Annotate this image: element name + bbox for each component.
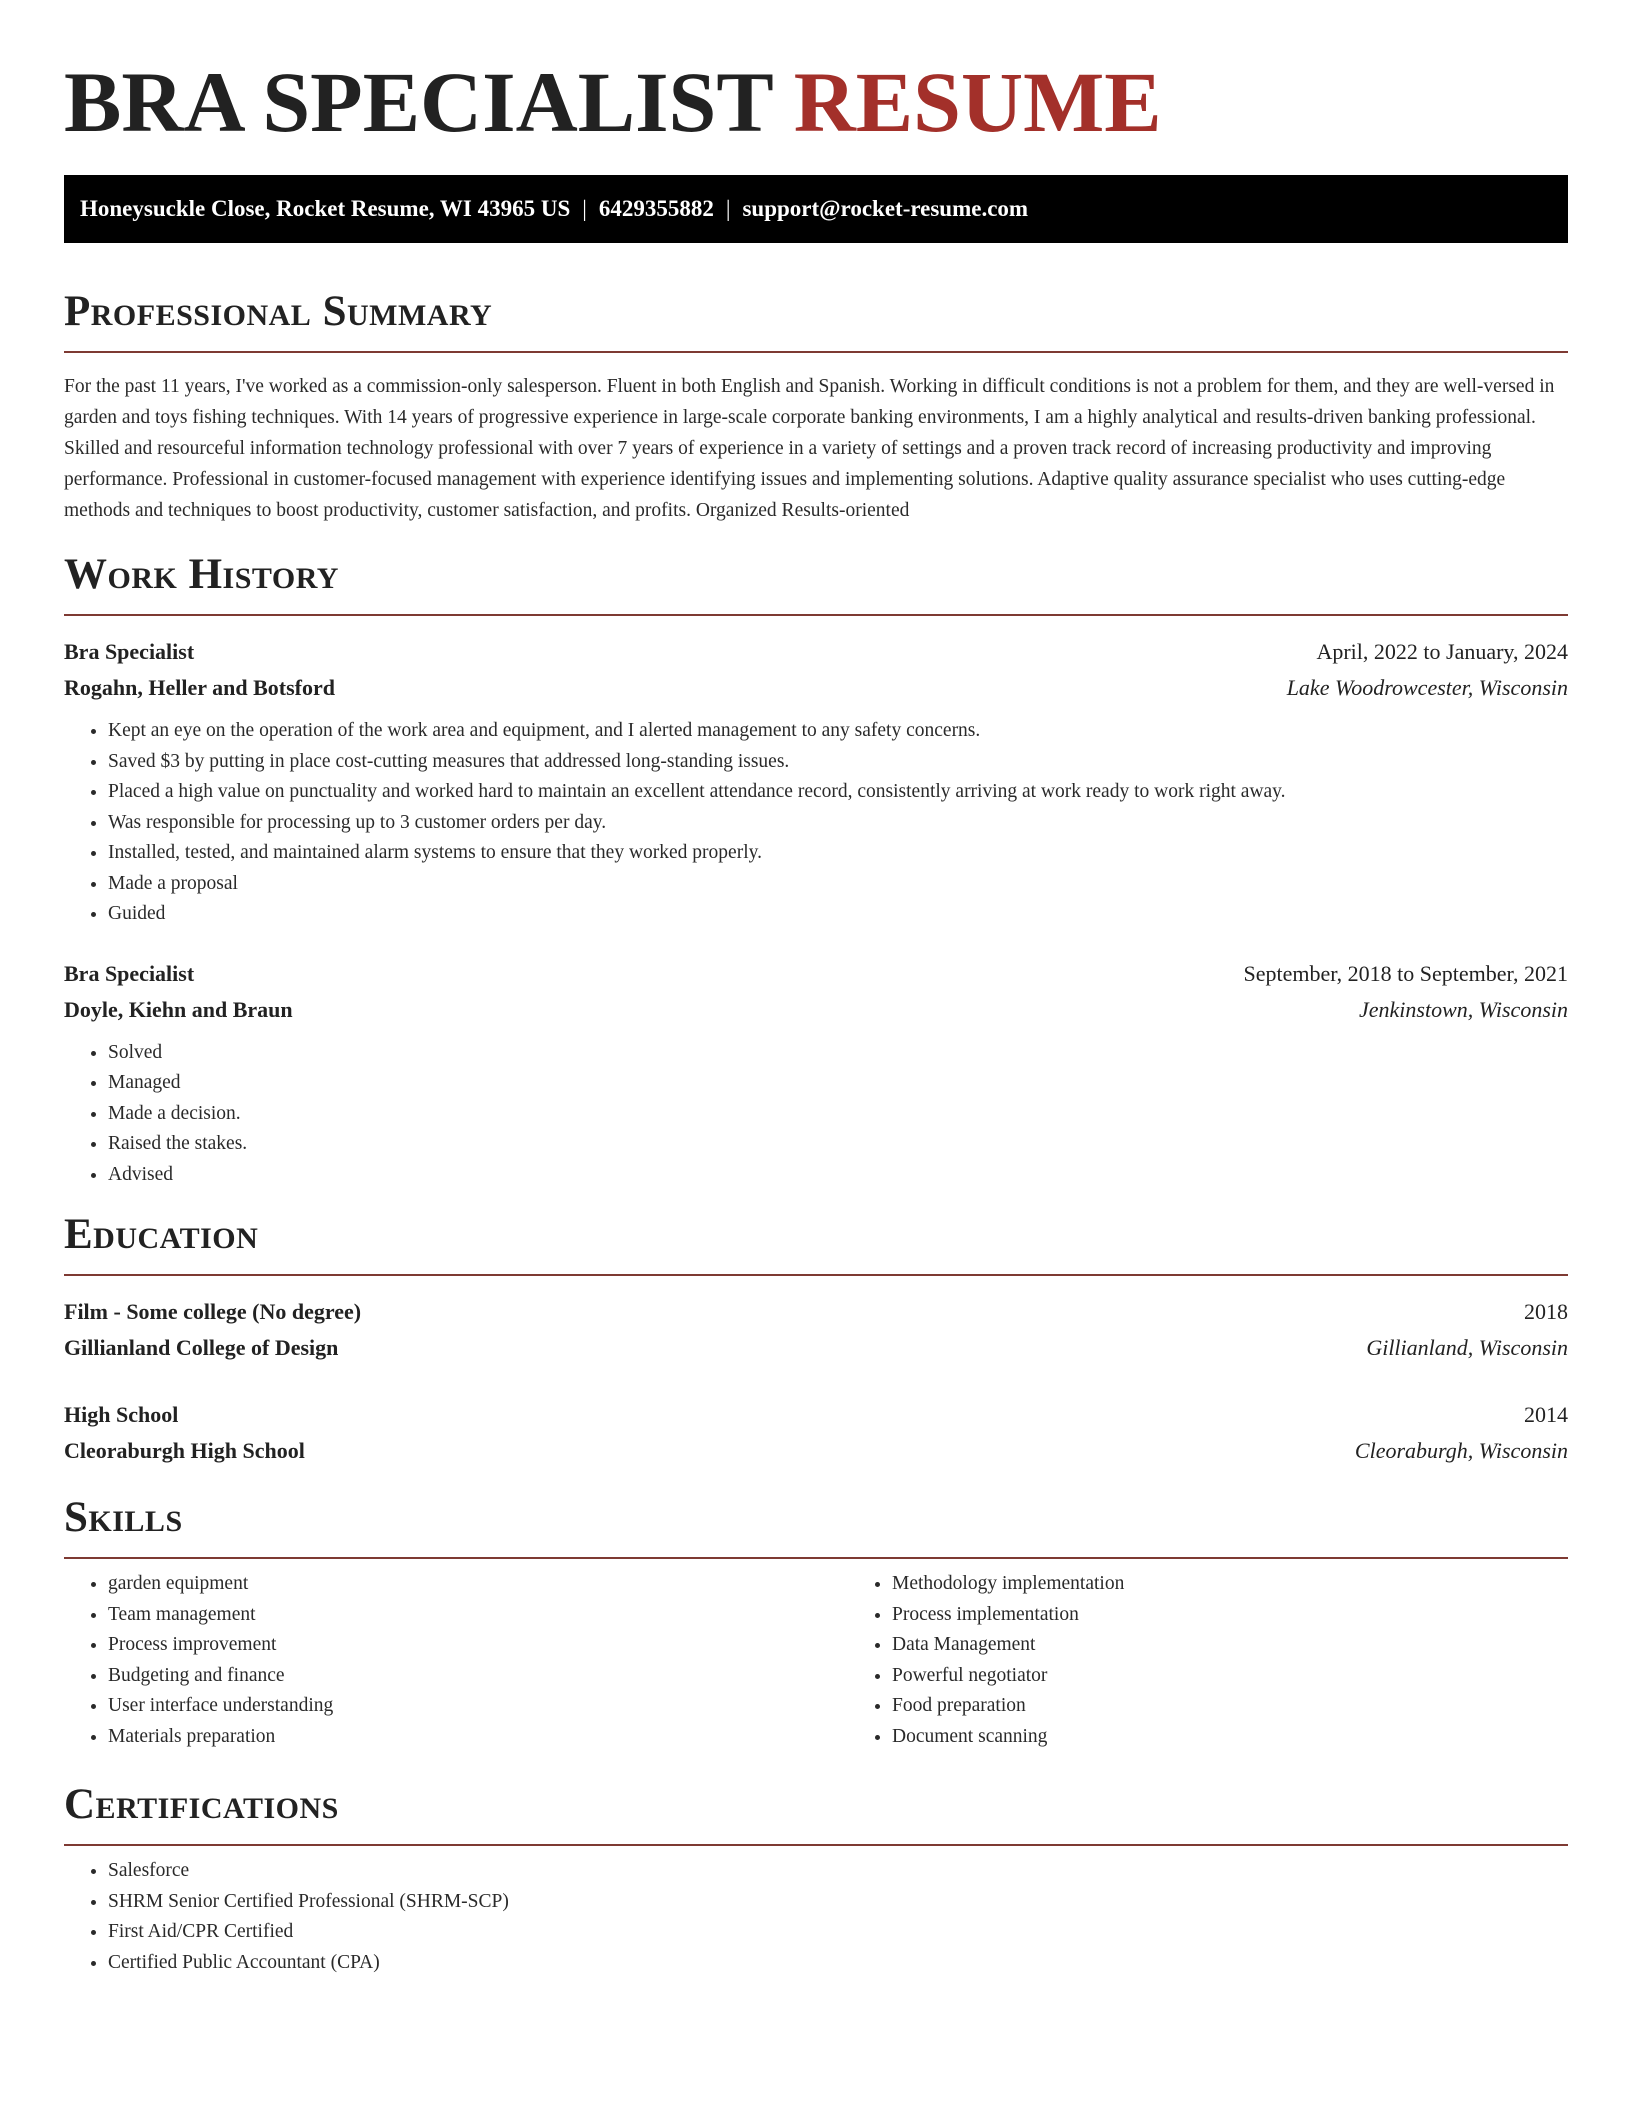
job-location: Lake Woodrowcester, Wisconsin [1286, 675, 1568, 700]
job-company: Rogahn, Heller and Botsford [64, 675, 335, 700]
education-location: Gillianland, Wisconsin [1366, 1335, 1568, 1360]
certification-item: • Salesforce [108, 1856, 1568, 1887]
education-section [64, 1210, 1568, 1469]
education-degree: High School [64, 1402, 179, 1427]
contact-separator: | [725, 196, 731, 221]
contact-bar [64, 175, 1568, 243]
section-divider [64, 351, 1568, 353]
skills-heading: Skills [64, 1494, 183, 1541]
job-bullet: • Made a decision. [108, 1099, 1568, 1130]
skill-item: • Team management [108, 1600, 848, 1631]
section-divider [64, 1844, 1568, 1846]
education-school: Gillianland College of Design [64, 1335, 339, 1360]
education-school-row [64, 1330, 1568, 1366]
resume-page [64, 0, 1568, 1978]
skill-item: • garden equipment [108, 1569, 848, 1600]
section-divider [64, 614, 1568, 616]
job-dates: April, 2022 to January, 2024 [1316, 639, 1568, 664]
certifications-list [64, 1856, 1568, 1978]
job-bullets [64, 716, 1568, 930]
education-year: 2018 [1524, 1299, 1568, 1324]
summary-section [64, 287, 1568, 526]
job-header-row [64, 634, 1568, 670]
job-entry [64, 634, 1568, 930]
job-bullet: • Managed [108, 1068, 1568, 1099]
education-entry [64, 1294, 1568, 1366]
section-divider [64, 1274, 1568, 1276]
job-title: Bra Specialist [64, 639, 195, 664]
job-bullet: • Advised [108, 1160, 1568, 1191]
job-company: Doyle, Kiehn and Braun [64, 996, 293, 1022]
skill-item: • Food preparation [892, 1691, 1568, 1722]
skill-item: • Materials preparation [108, 1722, 848, 1753]
work-history-heading: Work History [64, 551, 339, 598]
contact-phone[interactable]: 6429355882 [598, 196, 714, 221]
certifications-heading: Certifications [64, 1781, 339, 1828]
job-bullet: • Was responsible for processing up to 3 customer orders per day. [108, 808, 1568, 839]
resume-title [64, 0, 1568, 148]
job-bullet: • Solved [108, 1038, 1568, 1069]
job-bullet: • Guided [108, 899, 1568, 930]
education-location: Cleoraburgh, Wisconsin [1354, 1438, 1568, 1463]
education-year: 2014 [1524, 1402, 1568, 1427]
job-location: Jenkinstown, Wisconsin [1359, 996, 1568, 1022]
job-title: Bra Specialist [64, 960, 195, 986]
education-heading: Education [64, 1211, 259, 1258]
certification-item: • First Aid/CPR Certified [108, 1917, 1568, 1948]
job-bullet: • Raised the stakes. [108, 1129, 1568, 1160]
job-header-row [64, 956, 1568, 992]
education-degree: Film - Some college (No degree) [64, 1299, 362, 1324]
skill-item: • Process implementation [892, 1600, 1568, 1631]
skill-item: • Powerful negotiator [892, 1661, 1568, 1692]
job-bullet: • Installed, tested, and maintained alarm systems to ensure that they worked properly. [108, 838, 1568, 869]
job-company-row [64, 670, 1568, 706]
skills-columns [64, 1569, 1568, 1752]
job-bullet: • Kept an eye on the operation of the work area and equipment, and I alerted management to any safety concerns. [108, 716, 1568, 747]
summary-heading: Professional Summary [64, 288, 493, 335]
job-bullet: • Placed a high value on punctuality and worked hard to maintain an excellent attendance record, consistently arriving at work ready to work right away. [108, 777, 1568, 808]
contact-email[interactable]: support@rocket-resume.com [742, 196, 1029, 221]
section-divider [64, 1557, 1568, 1559]
skill-item: • Budgeting and finance [108, 1661, 848, 1692]
skill-item: • Process improvement [108, 1630, 848, 1661]
skill-item: • Document scanning [892, 1722, 1568, 1753]
certifications-section [64, 1780, 1568, 1978]
contact-separator: | [582, 196, 587, 221]
education-header-row [64, 1397, 1568, 1433]
skills-list-right [848, 1569, 1568, 1752]
skill-item: • User interface understanding [108, 1691, 848, 1722]
education-entry [64, 1397, 1568, 1469]
contact-address: Honeysuckle Close, Rocket Resume, WI 43965 US [80, 196, 571, 221]
work-history-section [64, 550, 1568, 1190]
title-main: BRA SPECIALIST [64, 54, 773, 150]
job-dates: September, 2018 to September, 2021 [1243, 960, 1568, 986]
education-header-row [64, 1294, 1568, 1330]
job-bullet: • Saved $3 by putting in place cost-cutting measures that addressed long-standing issues. [108, 747, 1568, 778]
skill-item: • Methodology implementation [892, 1569, 1568, 1600]
skills-section [64, 1493, 1568, 1752]
summary-text: For the past 11 years, I've worked as a commission-only salesperson. Fluent in both English and Spanish. Working in difficult conditions is not a problem for them, and they are well-versed in garden and toys fishing techniques. With 14 years of progressive experience in large-scale corporate banking environments, I am a highly analytical and results-driven banking professional. Skilled and resourceful information technology professional with over 7 years of experience in a variety of settings and a proven track record of increasing productivity and improving performance. Professional in customer-focused management with experience identifying issues and implementing solutions. Adaptive quality assurance specialist who uses cutting-edge methods and techniques to boost productivity, customer satisfaction, and profits. Organized Results-oriented [64, 376, 1555, 521]
job-bullet: • Made a proposal [108, 869, 1568, 900]
job-entry [64, 956, 1568, 1191]
skill-item: • Data Management [892, 1630, 1568, 1661]
title-accent: RESUME [793, 54, 1162, 150]
skills-list-left [64, 1569, 848, 1752]
certification-item: • Certified Public Accountant (CPA) [108, 1948, 1568, 1979]
education-school: Cleoraburgh High School [64, 1438, 305, 1463]
job-bullets [64, 1038, 1568, 1191]
job-company-row [64, 992, 1568, 1028]
education-school-row [64, 1433, 1568, 1469]
certification-item: • SHRM Senior Certified Professional (SHRM-SCP) [108, 1887, 1568, 1918]
